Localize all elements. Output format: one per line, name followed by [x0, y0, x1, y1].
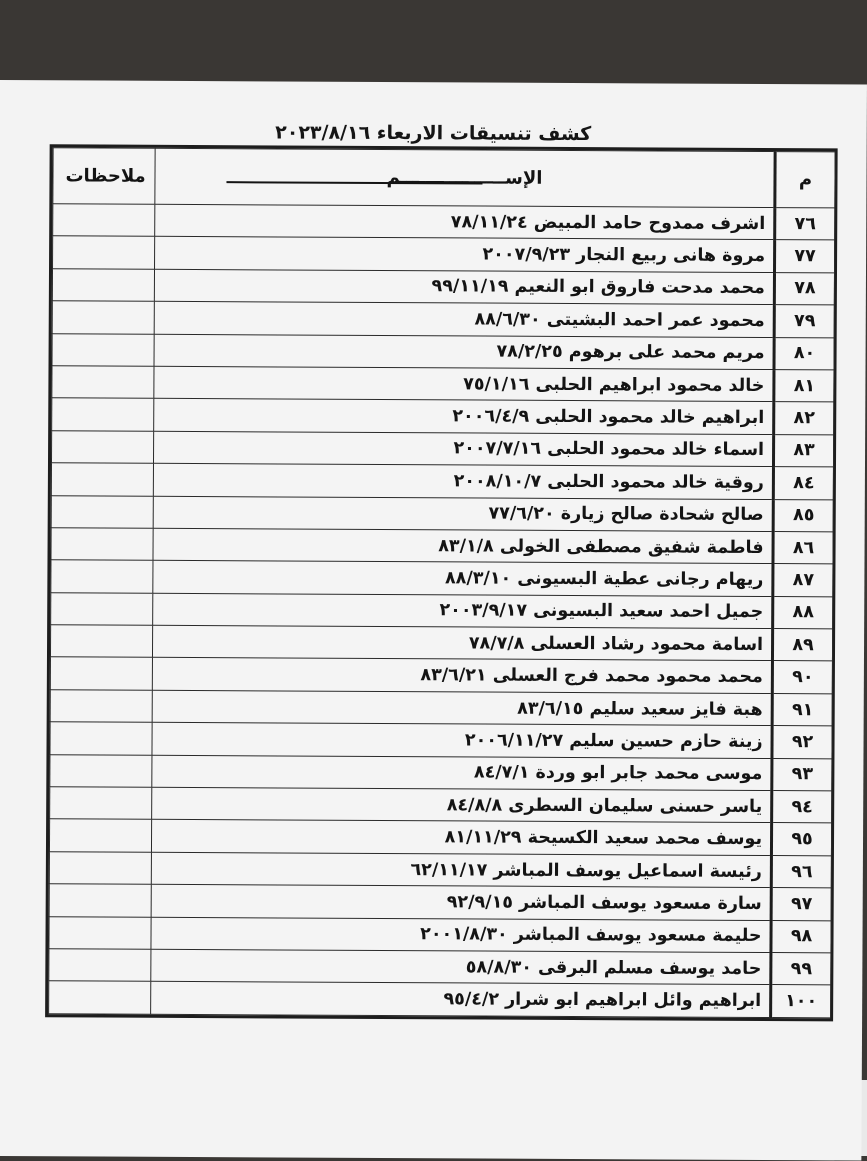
row-number: ٧٧	[775, 240, 835, 273]
column-header-number: م	[775, 152, 835, 208]
row-number: ٨٦	[773, 531, 833, 564]
table-row	[52, 333, 834, 369]
row-number: ٨٣	[773, 434, 833, 467]
row-name: رئيسة اسماعيل يوسف المباشر ٦٢/١١/١٧	[151, 852, 771, 888]
document-title: كشف تنسيقات الاربعاء ٢٠٢٣/٨/١٦	[275, 121, 592, 146]
row-name: سارة مسعود يوسف المباشر ٩٢/٩/١٥	[151, 885, 771, 921]
row-number: ٩٥	[771, 823, 831, 856]
row-notes	[50, 787, 152, 820]
row-name: خالد محمود ابراهيم الحلبى ٧٥/١/١٦	[154, 366, 774, 402]
row-number: ٨٥	[773, 499, 833, 532]
row-name: ابراهيم خالد محمود الحلبى ٢٠٠٦/٤/٩	[154, 399, 774, 435]
row-notes	[51, 431, 153, 464]
row-number: ٩٢	[772, 726, 832, 759]
row-name: اسامة محمود رشاد العسلى ٧٨/٧/٨	[152, 625, 772, 661]
table-row	[49, 949, 831, 985]
table-row	[51, 431, 833, 467]
paper-page	[0, 80, 867, 1161]
row-name: موسى محمد جابر ابو وردة ٨٤/٧/١	[152, 755, 772, 791]
row-name: زينة حازم حسين سليم ٢٠٠٦/١١/٢٧	[152, 723, 772, 759]
row-name: هبة فايز سعيد سليم ٨٣/٦/١٥	[152, 690, 772, 726]
row-notes	[52, 269, 154, 302]
table-row	[52, 301, 834, 337]
table-row	[53, 204, 835, 240]
table-row	[49, 981, 831, 1017]
row-notes	[50, 754, 152, 787]
row-notes	[49, 916, 151, 949]
row-number: ٩٣	[772, 758, 832, 791]
row-name: حليمة مسعود يوسف المباشر ٢٠٠١/٨/٣٠	[151, 917, 771, 953]
table-row	[49, 819, 831, 855]
table-row	[51, 592, 833, 628]
row-number: ٨٠	[774, 337, 834, 370]
row-name: روقية خالد محمود الحلبى ٢٠٠٨/١٠/٧	[153, 463, 773, 499]
row-name: ابراهيم وائل ابراهيم ابو شرار ٩٥/٤/٢	[151, 982, 771, 1018]
row-notes	[50, 722, 152, 755]
row-number: ٩٤	[772, 791, 832, 824]
row-number: ٩٦	[771, 855, 831, 888]
row-notes	[52, 366, 154, 399]
column-header-name-label: الإســـــــــــــــــم	[386, 167, 543, 189]
row-notes	[50, 625, 152, 658]
row-name: يوسف محمد سعيد الكسيحة ٨١/١١/٢٩	[151, 820, 771, 856]
table-row	[52, 269, 834, 305]
table-row	[51, 495, 833, 531]
row-number: ١٠٠	[771, 985, 831, 1018]
row-notes	[51, 495, 153, 528]
row-notes	[53, 236, 155, 269]
row-notes	[49, 949, 151, 982]
names-table	[48, 147, 836, 1018]
table-row	[49, 916, 831, 952]
row-name: اسماء خالد محمود الحلبى ٢٠٠٧/٧/١٦	[153, 431, 773, 467]
table-row	[49, 884, 831, 920]
row-name: فاطمة شفيق مصطفى الخولى ٨٣/١/٨	[153, 528, 773, 564]
table-row	[50, 754, 832, 790]
row-number: ٩١	[772, 693, 832, 726]
row-notes	[52, 301, 154, 334]
row-notes	[51, 592, 153, 625]
row-number: ٨٧	[773, 564, 833, 597]
row-notes	[49, 819, 151, 852]
list-table-frame	[45, 144, 838, 1021]
column-header-name-wrap	[386, 167, 542, 189]
row-notes	[50, 657, 152, 690]
row-name: اشرف ممدوح حامد المبيض ٧٨/١١/٢٤	[155, 204, 775, 240]
row-notes	[49, 852, 151, 885]
table-row	[50, 625, 832, 661]
column-header-name	[155, 148, 775, 207]
table-row	[49, 852, 831, 888]
row-number: ٧٦	[775, 208, 835, 241]
row-notes	[53, 204, 155, 237]
row-number: ٧٩	[774, 305, 834, 338]
row-name: مروة هانى ربيع النجار ٢٠٠٧/٩/٢٣	[155, 237, 775, 273]
table-row	[53, 236, 835, 272]
row-number: ٩٧	[771, 888, 831, 921]
column-header-notes: ملاحظات	[53, 148, 155, 205]
row-number: ٩٨	[771, 920, 831, 953]
table-row	[50, 787, 832, 823]
table-row	[52, 398, 834, 434]
row-number: ٨٨	[773, 596, 833, 629]
row-name: محمد محمود محمد فرج العسلى ٨٣/٦/٢١	[152, 658, 772, 694]
table-row	[51, 560, 833, 596]
row-notes	[49, 884, 151, 917]
table-row	[51, 463, 833, 499]
row-name: حامد يوسف مسلم البرقى ٥٨/٨/٣٠	[151, 949, 771, 985]
row-number: ٩٠	[772, 661, 832, 694]
row-number: ٩٩	[771, 953, 831, 986]
row-name: مريم محمد على برهوم ٧٨/٢/٢٥	[154, 334, 774, 370]
row-notes	[51, 560, 153, 593]
row-name: محمود عمر احمد البشيتى ٨٨/٦/٣٠	[154, 301, 774, 337]
table-header-row	[53, 148, 835, 208]
row-number: ٨٩	[772, 629, 832, 662]
table-row	[50, 690, 832, 726]
table-body	[49, 204, 835, 1018]
table-row	[50, 722, 832, 758]
row-name: صالح شحادة صالح زيارة ٧٧/٦/٢٠	[153, 496, 773, 532]
row-number: ٨٤	[773, 467, 833, 500]
table-row	[51, 528, 833, 564]
row-name: محمد مدحت فاروق ابو النعيم ٩٩/١١/١٩	[154, 269, 774, 305]
row-notes	[49, 981, 151, 1014]
row-notes	[52, 333, 154, 366]
table-row	[52, 366, 834, 402]
row-notes	[50, 690, 152, 723]
row-number: ٨٢	[774, 402, 834, 435]
row-name: جميل احمد سعيد البسيونى ٢٠٠٣/٩/١٧	[153, 593, 773, 629]
header-underline-stroke	[226, 181, 482, 184]
row-notes	[52, 398, 154, 431]
row-number: ٧٨	[774, 272, 834, 305]
row-name: ريهام رجانى عطية البسيونى ٨٨/٣/١٠	[153, 561, 773, 597]
table-row	[50, 657, 832, 693]
row-notes	[51, 463, 153, 496]
row-number: ٨١	[774, 370, 834, 403]
row-notes	[51, 528, 153, 561]
row-name: ياسر حسنى سليمان السطرى ٨٤/٨/٨	[152, 787, 772, 823]
